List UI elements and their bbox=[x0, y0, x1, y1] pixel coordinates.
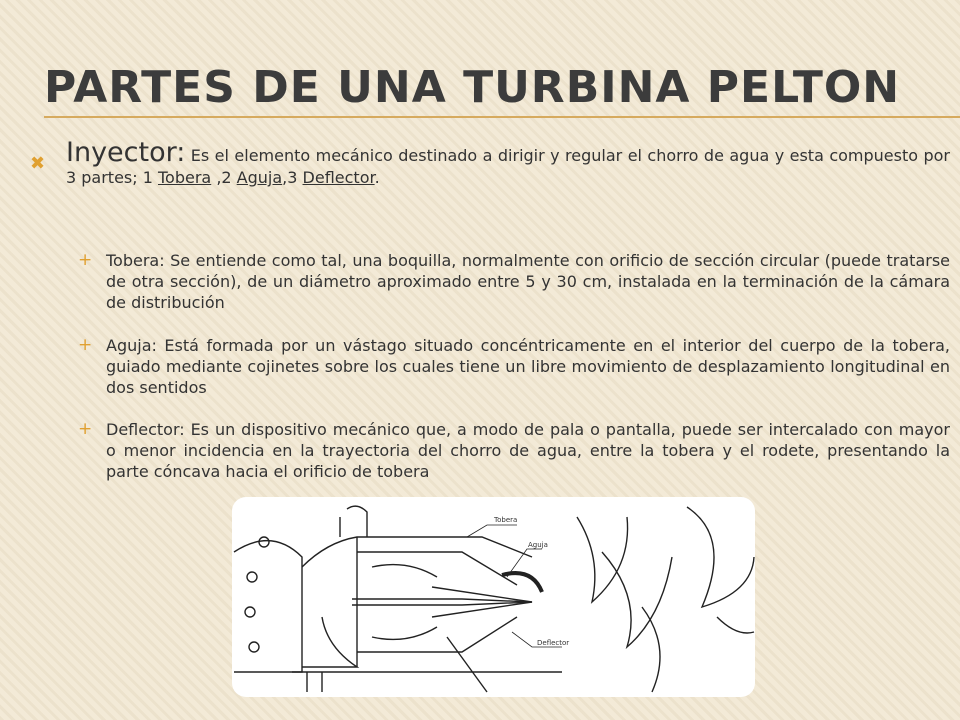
nozzle-upper bbox=[357, 552, 517, 585]
x-bullet-icon: ✖ bbox=[30, 153, 46, 174]
plus-bullet-icon: + bbox=[78, 335, 93, 355]
chamber-bottom bbox=[302, 617, 357, 667]
sub-bullet-term: Aguja bbox=[106, 336, 152, 355]
main-bullet bbox=[30, 137, 950, 189]
bucket-2 bbox=[602, 552, 672, 647]
page-title: PARTES DE UNA TURBINA PELTON bbox=[44, 62, 901, 113]
bolt-hole bbox=[259, 537, 269, 547]
sub-bullet-text bbox=[106, 335, 950, 398]
tobera-link[interactable]: Tobera bbox=[158, 168, 212, 187]
plus-bullet-icon: + bbox=[78, 250, 93, 270]
tobera-label: Tobera bbox=[494, 516, 518, 524]
title-underline bbox=[44, 116, 960, 118]
sub-bullet-deflector bbox=[78, 419, 950, 482]
sub-bullet-description: : Se entiende como tal, una boquilla, normalmente con orificio de sección circular (puede tratarse de otra sección), de un diámetro aproximado entre 5 y 30 cm, instalada en la terminación de la cámara de distribución bbox=[106, 251, 950, 312]
separator-2: ,3 bbox=[282, 168, 303, 187]
main-bullet-text bbox=[66, 137, 950, 189]
inyector-term: Inyector: bbox=[66, 137, 186, 168]
sub-bullet-description: : Está formada por un vástago situado concéntricamente en el interior del cuerpo de la tobera, guiado mediante cojinetes sobre los cuales tiene un libre movimiento de desplazamiento longitudinal en dos sentidos bbox=[106, 336, 950, 397]
separator-1: ,2 bbox=[211, 168, 237, 187]
inyector-description: Es el elemento mecánico destinado a dirigir y regular el chorro de agua y esta compuesto por 3 partes; 1 bbox=[66, 146, 950, 187]
sub-bullet-term: Tobera bbox=[106, 251, 160, 270]
bolt-hole bbox=[245, 607, 255, 617]
deflector-arm bbox=[447, 637, 487, 692]
deflector-link[interactable]: Deflector bbox=[302, 168, 375, 187]
bucket-3 bbox=[642, 607, 660, 692]
nozzle-lower bbox=[357, 617, 517, 652]
aguja-label: Aguja bbox=[528, 541, 548, 549]
flange-outline bbox=[234, 541, 302, 672]
aguja-link[interactable]: Aguja bbox=[236, 168, 283, 187]
deflector-label: Deflector bbox=[537, 639, 570, 647]
spear-upper-guide bbox=[372, 565, 437, 577]
bucket-5 bbox=[717, 617, 754, 633]
bucket-1 bbox=[577, 517, 628, 602]
sub-bullet-tobera bbox=[78, 250, 950, 313]
sub-bullet-text bbox=[106, 250, 950, 313]
sub-bullet-description: : Es un dispositivo mecánico que, a modo de pala o pantalla, puede ser intercalado con mayor o menor incidencia en la trayectoria del chorro de agua, entre la tobera y el rodete, presentando la parte cóncava hacia el orificio de tobera bbox=[106, 420, 950, 481]
sub-bullet-aguja bbox=[78, 335, 950, 398]
support-leg bbox=[307, 672, 322, 692]
bolt-hole bbox=[247, 572, 257, 582]
injector-diagram bbox=[232, 497, 755, 697]
sub-bullet-term: Deflector bbox=[106, 420, 180, 439]
spear-lower-guide bbox=[372, 627, 437, 639]
needle-shaft bbox=[352, 599, 532, 605]
bucket-4 bbox=[687, 507, 754, 607]
injector-drawing bbox=[232, 497, 755, 697]
control-rod-top bbox=[347, 506, 367, 537]
plus-bullet-icon: + bbox=[78, 419, 93, 439]
bolt-hole bbox=[249, 642, 259, 652]
sub-bullet-text bbox=[106, 419, 950, 482]
end-period: . bbox=[374, 168, 380, 187]
tobera-leader bbox=[467, 525, 517, 537]
